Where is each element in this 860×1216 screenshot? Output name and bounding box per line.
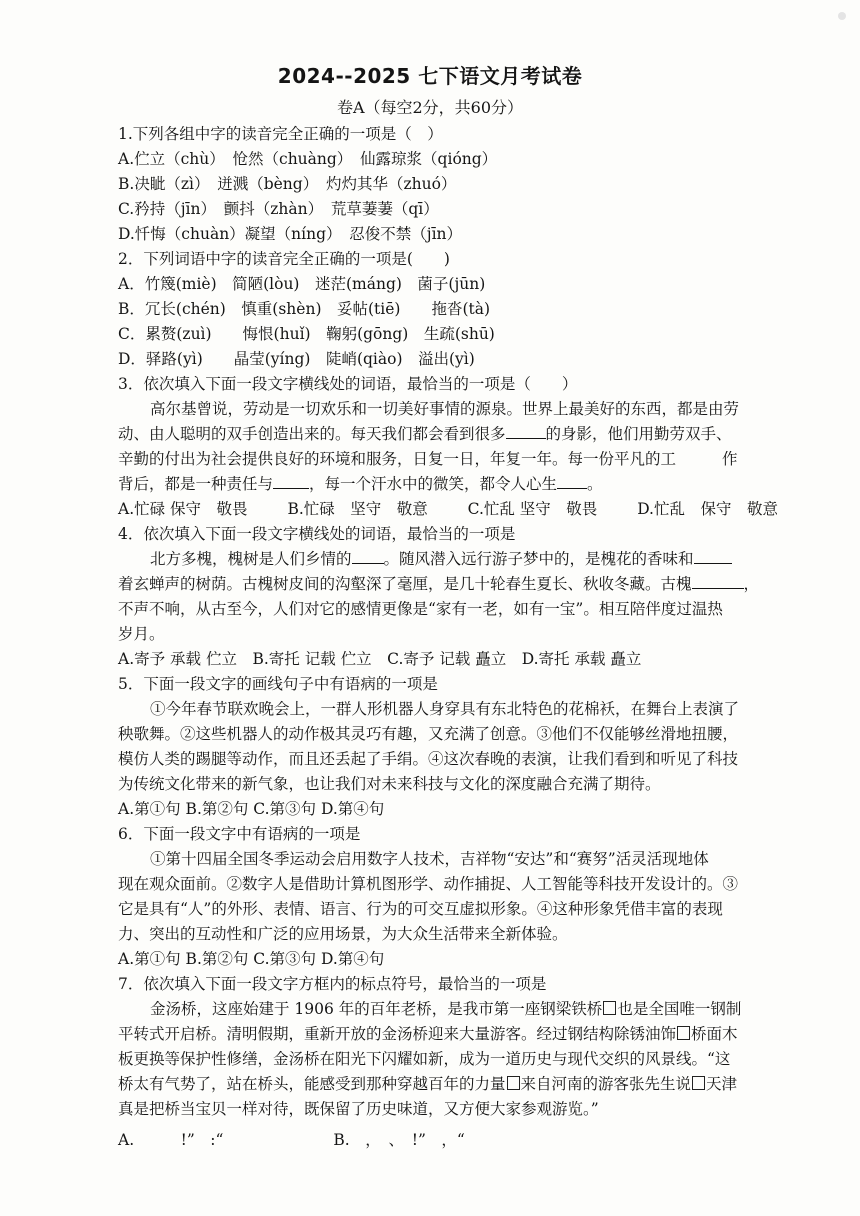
q4-blank-3[interactable]: [692, 574, 744, 589]
q3-blank-2[interactable]: [273, 474, 309, 489]
q7-passage-line: [118, 1074, 778, 1094]
q3-blank-3[interactable]: [557, 474, 587, 489]
q7-passage-line: 板更换等保护性修缮，金汤桥在阳光下闪耀如新，成为一道历史与现代交织的风景线。“这: [118, 1050, 731, 1068]
q7-passage-line: 真是把桥当宝贝一样对待，既保留了历史味道，又方便大家参观游览。”: [118, 1100, 599, 1118]
q3-text: 辛勤的付出为社会提供良好的环境和服务，日复一日，年复一年。每一份平凡的工: [118, 450, 677, 468]
q7-passage-line: [118, 1024, 778, 1044]
q5-passage-line: 为传统文化带来的新气象，也让我们对未来科技与文化的深度融合充满了期待。: [118, 775, 661, 793]
q5-passage-line: 秧歌舞。②这些机器人的动作极其灵巧有趣，又充满了创意。③他们不仅能够丝滑地扭腰，: [118, 725, 739, 743]
q3-option-d: D.忙乱 保守 敬意: [637, 500, 778, 518]
q7-option-a: A. !” :“: [118, 1131, 224, 1149]
q4-stem: 4．依次填入下面一段文字横线处的词语，最恰当的一项是: [118, 525, 516, 543]
q7-punct-box-2[interactable]: [677, 1026, 690, 1040]
q4-passage-line: 岁月。: [118, 625, 165, 643]
q3-passage-line: [118, 449, 778, 469]
q5-passage-line: ①今年春节联欢晚会上，一群人形机器人身穿具有东北特色的花棉袄，在舞台上表演了: [150, 700, 740, 718]
q3-stem: 3．依次填入下面一段文字横线处的词语，最恰当的一项是（ ）: [118, 375, 578, 393]
q3-text: 。: [587, 475, 603, 493]
q4-text: 北方多槐，槐树是人们乡情的: [150, 550, 352, 568]
q6-passage-line: 它是具有“人”的外形、表情、语言、行为的可交互虚拟形象。④这种形象凭借丰富的表现: [118, 900, 723, 918]
q7-option-b: B. ， 、 !” ，“: [333, 1131, 465, 1149]
q5-passage-line: 模仿人类的踢腿等动作，而且还丢起了手绢。④这次春晚的表演，让我们看到和听见了科技: [118, 750, 739, 768]
page-subtitle: 卷A（每空2分，共60分）: [336, 98, 524, 117]
q6-passage-line: ①第十四届全国冬季运动会启用数字人技术，吉祥物“安达”和“赛努”活灵活现地体: [150, 850, 709, 868]
q5-stem: 5．下面一段文字的画线句子中有语病的一项是: [118, 675, 438, 693]
q4-passage-line: 不声不响，从古至今，人们对它的感情更像是“家有一老，如有一宝”。相互陪伴度过温热: [118, 600, 723, 618]
q1-option-a: A.伫立（chù） 怆然（chuàng） 仙露琼浆（qióng）: [118, 150, 498, 168]
q7-punct-box-3[interactable]: [507, 1076, 520, 1090]
q3-text: 作: [722, 450, 738, 468]
q4-text: 着玄蝉声的树荫。古槐树皮间的沟壑深了毫厘，是几十轮春生夏长、秋收冬藏。古槐: [118, 575, 692, 593]
q3-text: ，每一个汗水中的微笑，都令人心生: [309, 475, 558, 493]
q3-options: [118, 499, 778, 519]
page-title: 2024--2025 七下语文月考试卷: [277, 64, 583, 88]
q3-text: 动、由人聪明的双手创造出来的。每天我们都会看到很多: [118, 425, 506, 443]
q7-text: 金汤桥，这座始建于 1906 年的百年老桥，是我市第一座钢梁铁桥: [150, 1000, 603, 1018]
q4-passage-line: [118, 574, 778, 594]
q7-passage-line: [150, 999, 810, 1019]
q2-option-d: D．驿路(yì) 晶莹(yíng) 陡峭(qiào) 溢出(yì): [118, 350, 475, 368]
q7-text: 天津: [706, 1075, 738, 1093]
q4-text: ，: [743, 575, 760, 593]
q4-passage-line: [150, 549, 810, 569]
q2-stem: 2．下列词语中字的读音完全正确的一项是( ): [118, 250, 450, 268]
q3-blank-1[interactable]: [506, 424, 546, 439]
q2-option-c: C．累赘(zuì) 悔恨(huǐ) 鞠躬(gōng) 生疏(shū): [118, 325, 495, 343]
q4-options: A.寄予 承载 伫立 B.寄托 记载 伫立 C.寄予 记载 矗立 D.寄托 承载 矗立: [118, 650, 642, 668]
q3-passage-line: [118, 424, 778, 444]
q3-option-b: B.忙碌 坚守 敬意: [287, 500, 428, 518]
q7-text: 平转式开启桥。清明假期，重新开放的金汤桥迎来大量游客。经过钢结构除锈油饰: [118, 1025, 677, 1043]
q1-option-d: D.忏悔（chuàn）凝望（níng） 忍俊不禁（jīn）: [118, 225, 463, 243]
q3-passage-line: 高尔基曾说，劳动是一切欢乐和一切美好事情的源泉。世界上最美好的东西，都是由劳: [150, 400, 740, 418]
q7-options: [118, 1130, 778, 1150]
q3-option-c: C.忙乱 坚守 敬畏: [467, 500, 598, 518]
q1-stem: 1.下列各组中字的读音完全正确的一项是（ ）: [118, 125, 443, 143]
q3-passage-line: [118, 474, 778, 494]
q3-text: 的身影，他们用勤劳双手、: [545, 425, 732, 443]
q1-option-b: B.决眦（zì） 迸溅（bèng） 灼灼其华（zhuó）: [118, 175, 457, 193]
q7-text: 来自河南的游客张先生说: [520, 1075, 692, 1093]
q7-stem: 7．依次填入下面一段文字方框内的标点符号，最恰当的一项是: [118, 975, 547, 993]
q6-options: A.第①句 B.第②句 C.第③句 D.第④句: [118, 950, 385, 968]
q7-punct-box-1[interactable]: [603, 1001, 616, 1015]
q5-options: A.第①句 B.第②句 C.第③句 D.第④句: [118, 800, 385, 818]
q4-blank-1[interactable]: [352, 549, 384, 564]
q4-blank-2[interactable]: [694, 549, 732, 564]
q3-text: 背后，都是一种责任与: [118, 475, 274, 493]
q7-text: 也是全国唯一钢制: [617, 1000, 742, 1018]
q2-option-a: A．竹篾(miè) 简陋(lòu) 迷茫(máng) 菌子(jūn): [118, 275, 486, 293]
q7-text: 桥面木: [691, 1025, 738, 1043]
q6-passage-line: 力、突出的互动性和广泛的应用场景，为大众生活带来全新体验。: [118, 925, 568, 943]
q1-option-c: C.矜持（jīn） 颤抖（zhàn） 荒草萋萋（qī）: [118, 200, 439, 218]
q3-option-a: A.忙碌 保守 敬畏: [118, 500, 248, 518]
q6-stem: 6．下面一段文字中有语病的一项是: [118, 825, 361, 843]
q4-text: 。随风潜入远行游子梦中的，是槐花的香味和: [383, 550, 694, 568]
q2-option-b: B．冗长(chén) 慎重(shèn) 妥帖(tiē) 拖沓(tà): [118, 300, 491, 318]
q7-punct-box-4[interactable]: [692, 1076, 705, 1090]
scan-mark: [838, 12, 846, 20]
q6-passage-line: 现在观众面前。②数字人是借助计算机图形学、动作捕捉、人工智能等科技开发设计的。③: [118, 875, 739, 893]
q7-text: 桥太有气势了，站在桥头，能感受到那种穿越百年的力量: [118, 1075, 506, 1093]
